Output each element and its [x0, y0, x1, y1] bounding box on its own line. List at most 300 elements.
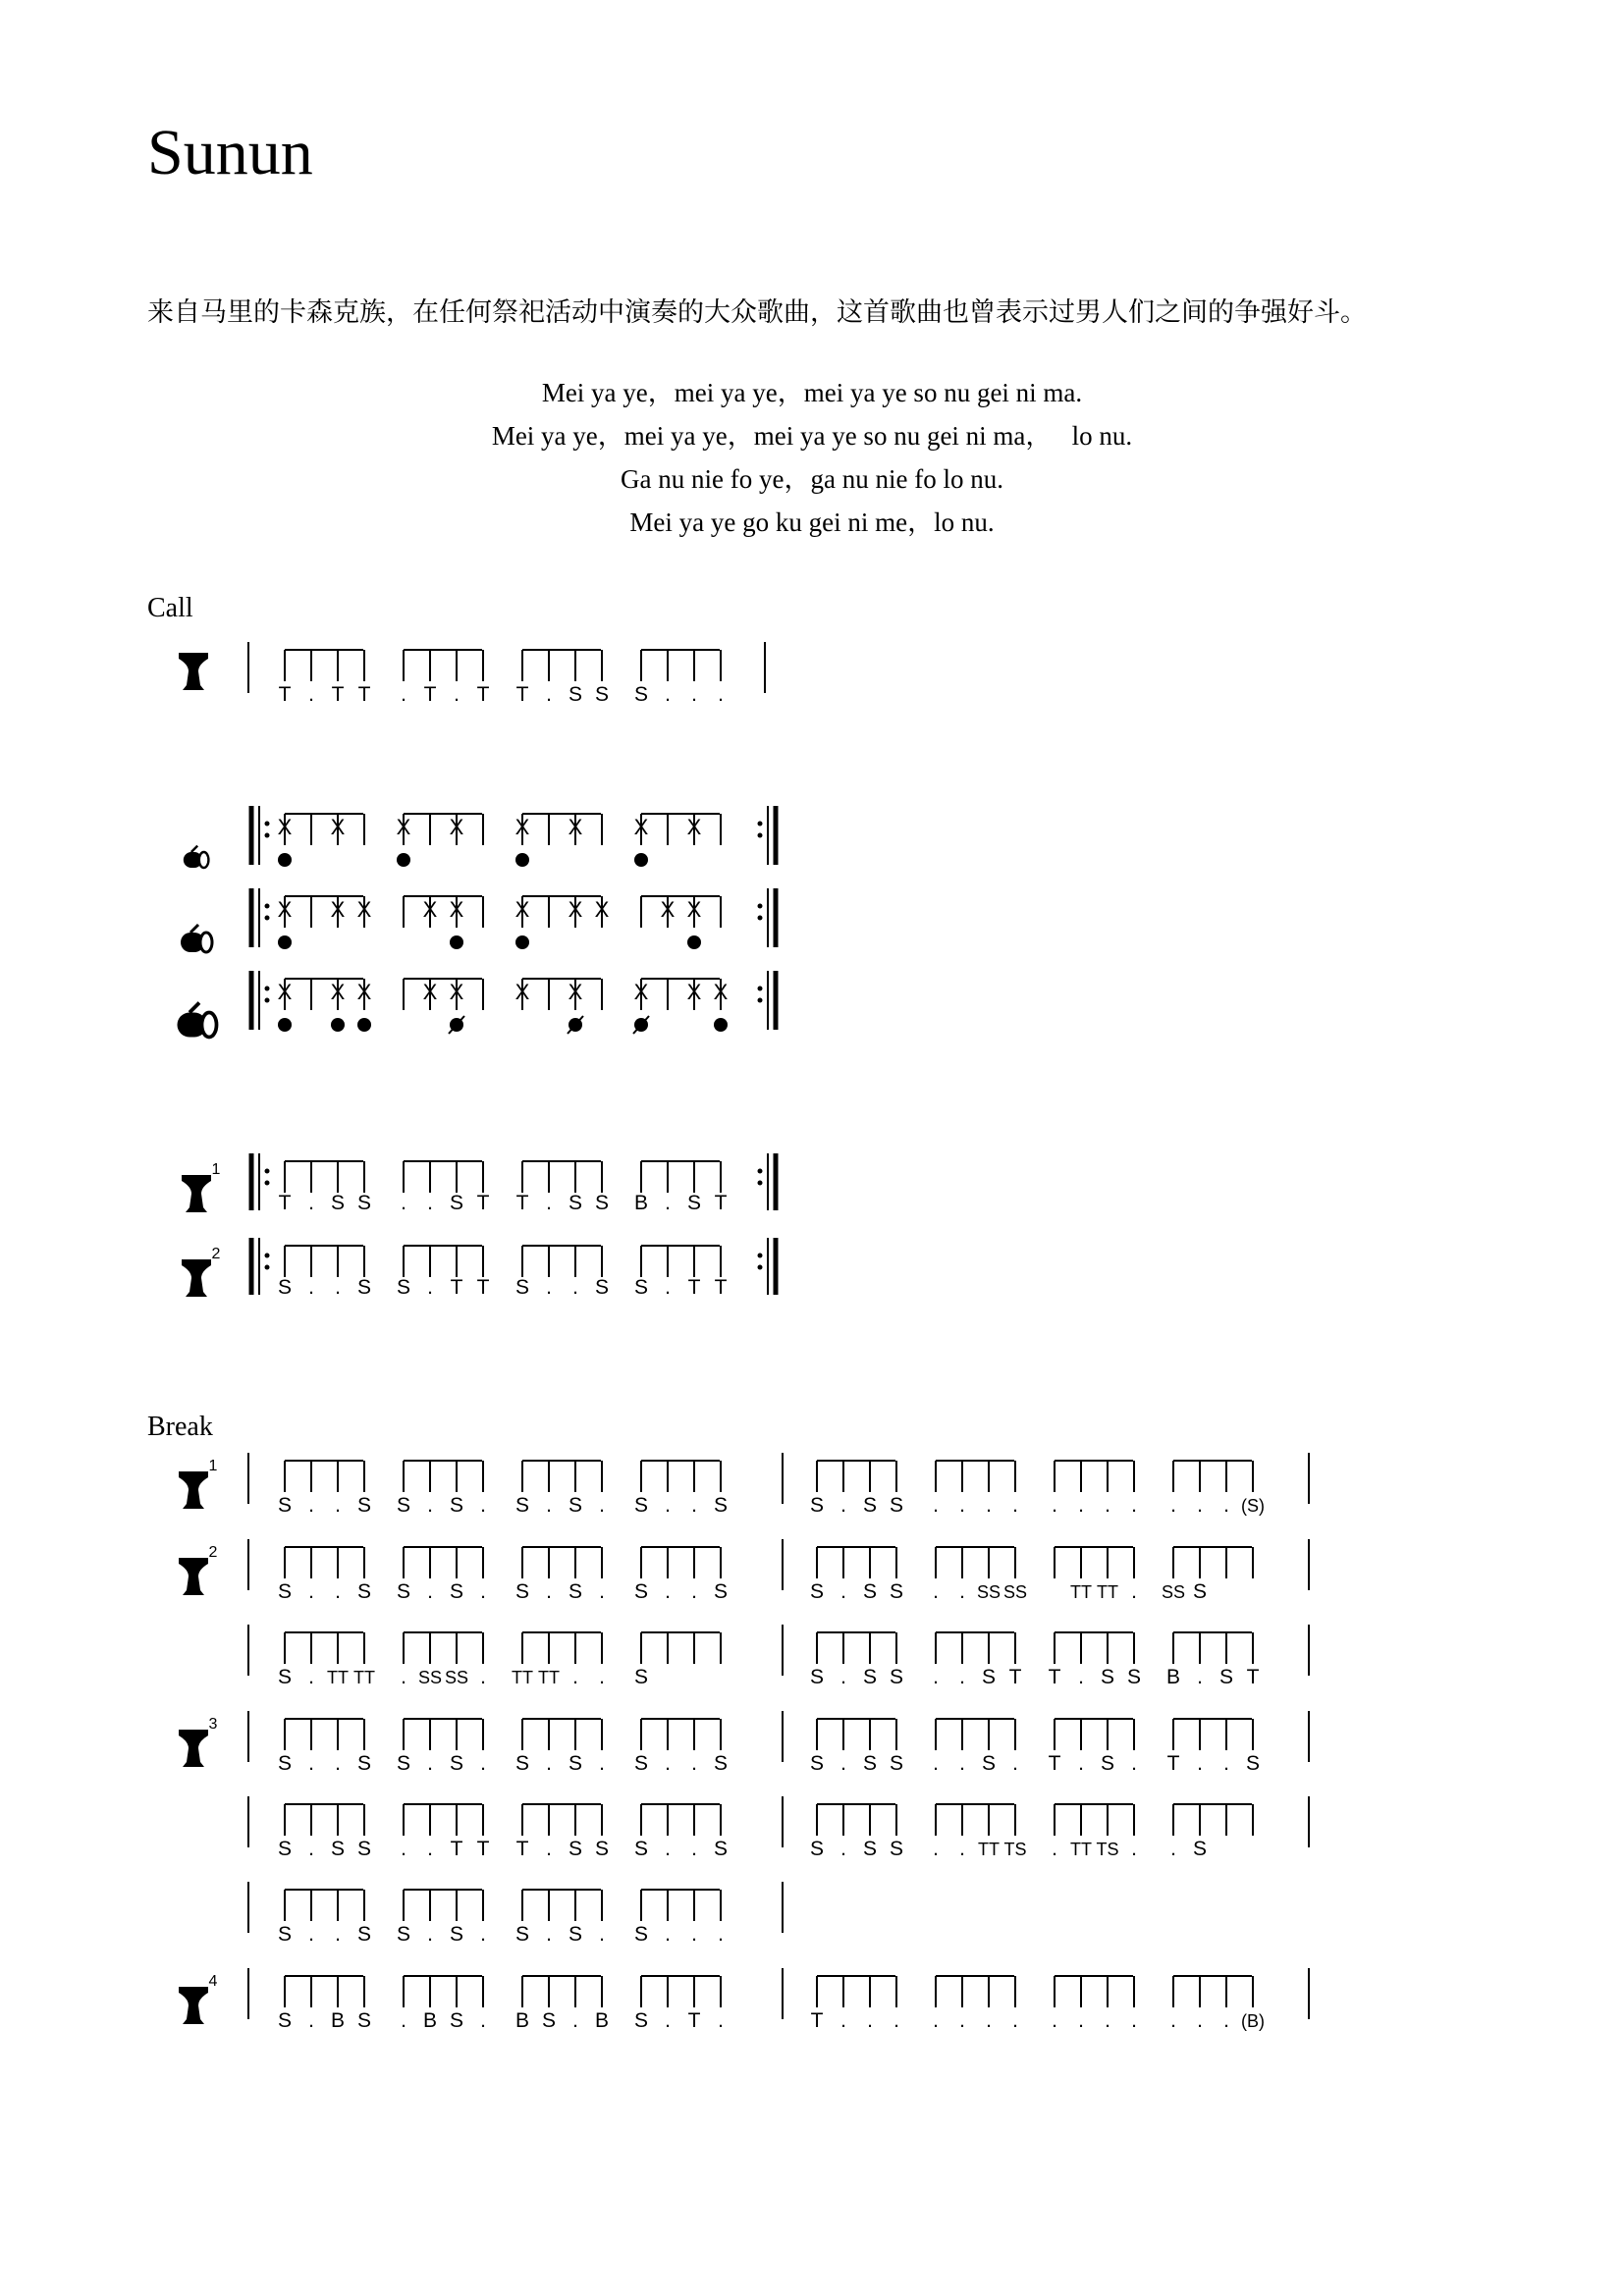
note-label: TT: [353, 1668, 375, 1687]
note-label: .: [986, 1494, 992, 1517]
note-label: .: [599, 1494, 605, 1517]
dundunba-icon: [178, 1003, 217, 1038]
note-label: .: [1105, 2009, 1110, 2032]
repeat-dot: [265, 1265, 270, 1270]
note-label: S: [356, 1923, 372, 1946]
drum-stroke: [450, 935, 463, 949]
part-number: 2: [211, 1246, 221, 1262]
note-label: .: [959, 1494, 965, 1517]
note-label: .: [1012, 1494, 1018, 1517]
note-label: .: [546, 1923, 552, 1946]
note-label: T: [476, 1276, 490, 1299]
note-label: S: [277, 1580, 293, 1603]
intro-text: 来自马里的卡森克族，在任何祭祀活动中演奏的大众歌曲，这首歌曲也曾表示过男人们之间的争强好斗。: [147, 297, 1367, 328]
note-label: .: [546, 1580, 552, 1603]
note-label: .: [691, 1838, 697, 1860]
note-label: TT: [1070, 1840, 1092, 1859]
note-label: .: [1131, 1752, 1137, 1775]
note-label: S: [1192, 1838, 1208, 1860]
repeat-dot: [758, 916, 763, 921]
part-number: 3: [208, 1716, 218, 1733]
note-label: .: [572, 2009, 578, 2032]
bell-stroke: X: [660, 897, 676, 922]
note-label: .: [599, 1580, 605, 1603]
note-label: S: [356, 1580, 372, 1603]
note-label: .: [546, 1192, 552, 1214]
note-label: .: [1078, 1752, 1084, 1775]
drum-stick: [191, 846, 197, 852]
note-label: S: [396, 1580, 411, 1603]
note-label: S: [862, 1752, 878, 1775]
repeat-dot: [265, 1169, 270, 1174]
note-label: .: [691, 1494, 697, 1517]
bell-stroke: X: [568, 897, 583, 922]
note-label: S: [633, 1580, 649, 1603]
bell-stroke: X: [568, 980, 583, 1004]
note-label: TT: [512, 1668, 533, 1687]
note-label: .: [401, 2009, 406, 2032]
note-label: S: [633, 1838, 649, 1860]
note-label: T: [476, 683, 490, 706]
drum-stroke: [714, 1018, 728, 1032]
drum-stroke: [634, 853, 648, 867]
note-label: .: [308, 2009, 314, 2032]
note-label: S: [568, 1494, 583, 1517]
note-label: S: [1100, 1666, 1115, 1688]
note-label: .: [840, 1752, 846, 1775]
note-label: T: [1166, 1752, 1180, 1775]
note-label: .: [665, 1276, 671, 1299]
drum-stroke: [515, 853, 529, 867]
note-label: .: [840, 2009, 846, 2032]
note-label: S: [396, 1923, 411, 1946]
bell-stroke: X: [686, 980, 702, 1004]
note-label: S: [862, 1580, 878, 1603]
note-label: S: [568, 1752, 583, 1775]
note-label: S: [633, 1666, 649, 1688]
note-label: B: [422, 2009, 438, 2032]
note-label: S: [633, 1752, 649, 1775]
note-label: S: [713, 1494, 729, 1517]
repeat-dot: [758, 833, 763, 838]
repeat-dot: [265, 916, 270, 921]
note-label: S: [981, 1666, 997, 1688]
note-label: .: [1078, 1494, 1084, 1517]
note-label: .: [665, 1494, 671, 1517]
note-label: .: [840, 1494, 846, 1517]
note-label: .: [572, 1666, 578, 1688]
djembe-icon: [182, 1259, 211, 1297]
note-label: SS: [1002, 1582, 1028, 1602]
bell-stroke: X: [686, 897, 702, 922]
note-label: S: [449, 2009, 464, 2032]
note-label: (B): [1241, 2011, 1265, 2031]
note-label: S: [514, 1494, 530, 1517]
repeat-dot: [758, 904, 763, 909]
note-label: .: [1131, 1838, 1137, 1860]
bell-stroke: X: [449, 815, 464, 839]
note-label: .: [308, 1580, 314, 1603]
note-label: .: [1052, 2009, 1057, 2032]
note-label: B: [633, 1192, 649, 1214]
note-label: T: [450, 1276, 463, 1299]
note-label: .: [480, 1923, 486, 1946]
note-label: SS: [417, 1668, 443, 1687]
note-label: .: [691, 1923, 697, 1946]
drum-stroke: [515, 935, 529, 949]
note-label: S: [514, 1923, 530, 1946]
note-label: .: [1131, 2009, 1137, 2032]
note-label: .: [427, 1752, 433, 1775]
bell-stroke: X: [449, 897, 464, 922]
note-label: TT: [327, 1668, 349, 1687]
note-label: S: [356, 1494, 372, 1517]
drum-stroke: [278, 935, 292, 949]
bell-stroke: X: [330, 980, 346, 1004]
note-label: .: [1170, 1494, 1176, 1517]
drum-stroke: [278, 853, 292, 867]
repeat-dot: [758, 998, 763, 1003]
bell-stroke: X: [356, 897, 372, 922]
repeat-dot: [265, 1181, 270, 1186]
note-label: .: [718, 1923, 724, 1946]
note-label: .: [308, 1666, 314, 1688]
lyric-line: Mei ya ye，mei ya ye，mei ya ye so nu gei ni ma， lo nu.: [491, 421, 1133, 451]
note-label: .: [335, 1752, 341, 1775]
section-break-label: Break: [147, 1412, 213, 1442]
note-label: .: [401, 1838, 406, 1860]
note-label: .: [691, 683, 697, 706]
note-label: .: [401, 683, 406, 706]
drum-stroke: [397, 853, 410, 867]
note-label: S: [277, 1276, 293, 1299]
note-label: .: [959, 2009, 965, 2032]
bell-stroke: X: [396, 815, 411, 839]
note-label: .: [1170, 2009, 1176, 2032]
note-label: B: [1165, 1666, 1181, 1688]
note-label: S: [1245, 1752, 1261, 1775]
note-label: S: [633, 1923, 649, 1946]
note-label: .: [933, 1494, 939, 1517]
note-label: S: [594, 683, 610, 706]
note-label: S: [862, 1666, 878, 1688]
note-label: SS: [444, 1668, 469, 1687]
note-label: .: [959, 1580, 965, 1603]
bell-stroke: X: [422, 897, 438, 922]
djembe-icon: [179, 1987, 208, 2024]
note-label: B: [514, 2009, 530, 2032]
note-label: .: [308, 1276, 314, 1299]
note-label: .: [933, 1838, 939, 1860]
note-label: S: [541, 2009, 557, 2032]
note-label: S: [633, 2009, 649, 2032]
note-label: S: [568, 1192, 583, 1214]
repeat-dot: [265, 904, 270, 909]
note-label: S: [809, 1494, 825, 1517]
note-label: .: [546, 1494, 552, 1517]
note-label: .: [308, 1494, 314, 1517]
bell-stroke: X: [277, 897, 293, 922]
djembe-icon: [179, 1558, 208, 1595]
note-label: S: [568, 1923, 583, 1946]
note-label: .: [480, 1494, 486, 1517]
djembe-icon: [179, 1730, 208, 1767]
note-label: S: [633, 1276, 649, 1299]
note-label: .: [718, 2009, 724, 2032]
note-label: S: [889, 1666, 904, 1688]
note-label: TS: [1096, 1840, 1119, 1859]
note-label: .: [665, 2009, 671, 2032]
note-label: T: [687, 2009, 701, 2032]
note-label: S: [277, 1923, 293, 1946]
note-label: T: [810, 2009, 824, 2032]
note-label: .: [427, 1276, 433, 1299]
note-label: .: [1052, 1494, 1057, 1517]
drum-stroke: [278, 1018, 292, 1032]
bell-stroke: X: [330, 815, 346, 839]
note-label: S: [449, 1923, 464, 1946]
note-label: .: [335, 1276, 341, 1299]
note-label: S: [713, 1580, 729, 1603]
note-label: S: [889, 1752, 904, 1775]
note-label: .: [335, 1494, 341, 1517]
note-label: T: [714, 1192, 728, 1214]
note-label: .: [546, 1838, 552, 1860]
note-label: S: [449, 1752, 464, 1775]
kenkeni-icon: [184, 846, 209, 868]
bell-stroke: X: [713, 980, 729, 1004]
bell-stroke: X: [633, 815, 649, 839]
note-label: S: [514, 1276, 530, 1299]
note-label: .: [959, 1838, 965, 1860]
bell-stroke: X: [514, 980, 530, 1004]
bell-stroke: X: [449, 980, 464, 1004]
note-label: S: [514, 1752, 530, 1775]
repeat-dot: [758, 1181, 763, 1186]
note-label: .: [401, 1666, 406, 1688]
bell-stroke: X: [514, 897, 530, 922]
note-label: .: [1223, 1494, 1229, 1517]
note-label: S: [277, 1494, 293, 1517]
note-label: .: [599, 1923, 605, 1946]
note-label: .: [867, 2009, 873, 2032]
note-label: .: [308, 1838, 314, 1860]
repeat-dot: [265, 822, 270, 827]
note-label: T: [515, 1838, 529, 1860]
note-label: .: [840, 1838, 846, 1860]
note-label: S: [277, 1666, 293, 1688]
note-label: T: [1246, 1666, 1260, 1688]
repeat-dot: [265, 833, 270, 838]
note-label: TT: [538, 1668, 560, 1687]
drum-stroke: [687, 935, 701, 949]
note-label: S: [396, 1494, 411, 1517]
part-number: 1: [211, 1161, 221, 1178]
note-label: .: [1223, 2009, 1229, 2032]
note-label: TS: [1003, 1840, 1027, 1859]
note-label: .: [427, 1494, 433, 1517]
note-label: .: [1197, 2009, 1203, 2032]
note-label: T: [278, 1192, 292, 1214]
drum-stick: [189, 1003, 199, 1013]
note-label: T: [476, 1838, 490, 1860]
bell-stroke: X: [356, 980, 372, 1004]
note-label: .: [1105, 1494, 1110, 1517]
note-label: .: [480, 1666, 486, 1688]
note-label: S: [356, 1752, 372, 1775]
note-label: .: [480, 1580, 486, 1603]
note-label: .: [427, 1838, 433, 1860]
note-label: .: [959, 1666, 965, 1688]
repeat-dot: [758, 987, 763, 991]
note-label: S: [330, 1192, 346, 1214]
note-label: .: [986, 2009, 992, 2032]
note-label: T: [1048, 1752, 1061, 1775]
part-number: 1: [208, 1458, 218, 1474]
note-label: B: [330, 2009, 346, 2032]
note-label: T: [331, 683, 345, 706]
repeat-dot: [265, 1254, 270, 1258]
note-label: S: [356, 1838, 372, 1860]
note-label: .: [691, 1752, 697, 1775]
note-label: .: [933, 1580, 939, 1603]
note-label: S: [809, 1666, 825, 1688]
bell-stroke: X: [633, 980, 649, 1004]
note-label: SS: [976, 1582, 1001, 1602]
note-label: S: [633, 683, 649, 706]
note-label: S: [396, 1752, 411, 1775]
note-label: .: [308, 1752, 314, 1775]
djembe-icon: [179, 653, 208, 690]
bell-stroke: X: [514, 815, 530, 839]
note-label: .: [546, 1276, 552, 1299]
note-label: T: [357, 683, 371, 706]
note-label: .: [665, 1580, 671, 1603]
note-label: S: [449, 1494, 464, 1517]
bell-stroke: X: [277, 815, 293, 839]
note-label: .: [427, 1580, 433, 1603]
note-label: .: [546, 1752, 552, 1775]
sangban-icon: [181, 925, 212, 952]
repeat-dot: [758, 1254, 763, 1258]
note-label: S: [568, 1838, 583, 1860]
note-label: S: [277, 1752, 293, 1775]
note-label: S: [396, 1276, 411, 1299]
note-label: .: [665, 683, 671, 706]
note-label: S: [594, 1838, 610, 1860]
note-label: .: [1131, 1494, 1137, 1517]
note-label: .: [840, 1580, 846, 1603]
djembe-icon: [179, 1471, 208, 1509]
note-label: T: [714, 1276, 728, 1299]
note-label: S: [356, 1276, 372, 1299]
note-label: .: [1197, 1666, 1203, 1688]
note-label: S: [449, 1192, 464, 1214]
note-label: .: [572, 1276, 578, 1299]
repeat-dot: [265, 987, 270, 991]
part-number: 2: [208, 1544, 218, 1561]
note-label: S: [809, 1752, 825, 1775]
djembe-icon: [182, 1175, 211, 1212]
note-label: S: [713, 1752, 729, 1775]
note-label: S: [449, 1580, 464, 1603]
bell-stroke: X: [594, 897, 610, 922]
note-label: S: [514, 1580, 530, 1603]
note-label: S: [277, 1838, 293, 1860]
note-label: S: [889, 1580, 904, 1603]
note-label: S: [809, 1838, 825, 1860]
repeat-dot: [758, 1265, 763, 1270]
note-label: .: [308, 1923, 314, 1946]
note-label: .: [401, 1192, 406, 1214]
note-label: T: [476, 1192, 490, 1214]
note-label: S: [1100, 1752, 1115, 1775]
note-label: .: [427, 1923, 433, 1946]
note-label: B: [594, 2009, 610, 2032]
note-label: TT: [1070, 1582, 1092, 1602]
bell-stroke: X: [686, 815, 702, 839]
bell-stroke: X: [422, 980, 438, 1004]
note-label: .: [1223, 1752, 1229, 1775]
note-label: S: [356, 1192, 372, 1214]
note-label: S: [633, 1494, 649, 1517]
note-label: T: [423, 683, 437, 706]
note-label: .: [599, 1752, 605, 1775]
lyric-line: Ga nu nie fo ye，ga nu nie fo lo nu.: [621, 464, 1003, 494]
note-label: .: [1078, 2009, 1084, 2032]
section-call-label: Call: [147, 593, 193, 623]
note-label: T: [515, 683, 529, 706]
note-label: .: [427, 1192, 433, 1214]
bell-stroke: X: [330, 897, 346, 922]
note-label: S: [1192, 1580, 1208, 1603]
note-label: .: [1012, 1752, 1018, 1775]
note-label: .: [893, 2009, 899, 2032]
note-label: .: [335, 1923, 341, 1946]
note-label: .: [665, 1752, 671, 1775]
note-label: .: [308, 1192, 314, 1214]
note-label: S: [356, 2009, 372, 2032]
note-label: T: [1048, 1666, 1061, 1688]
note-label: .: [933, 1666, 939, 1688]
note-label: S: [1126, 1666, 1142, 1688]
repeat-dot: [265, 998, 270, 1003]
note-label: T: [278, 683, 292, 706]
note-label: T: [450, 1838, 463, 1860]
note-label: .: [1078, 1666, 1084, 1688]
note-label: TT: [1097, 1582, 1118, 1602]
note-label: SS: [1161, 1582, 1186, 1602]
repeat-dot: [758, 822, 763, 827]
note-label: S: [862, 1494, 878, 1517]
note-label: .: [1197, 1494, 1203, 1517]
note-label: .: [1052, 1838, 1057, 1860]
note-label: .: [840, 1666, 846, 1688]
note-label: S: [686, 1192, 702, 1214]
note-label: .: [1197, 1752, 1203, 1775]
note-label: S: [568, 1580, 583, 1603]
note-label: .: [1170, 1838, 1176, 1860]
drum-stroke: [357, 1018, 371, 1032]
note-label: TT: [978, 1840, 1000, 1859]
note-label: S: [889, 1838, 904, 1860]
note-label: .: [1131, 1580, 1137, 1603]
note-label: .: [335, 1580, 341, 1603]
note-label: .: [454, 683, 460, 706]
repeat-dot: [758, 1169, 763, 1174]
note-label: .: [933, 1752, 939, 1775]
lyric-line: Mei ya ye，mei ya ye，mei ya ye so nu gei ni ma.: [541, 378, 1083, 407]
